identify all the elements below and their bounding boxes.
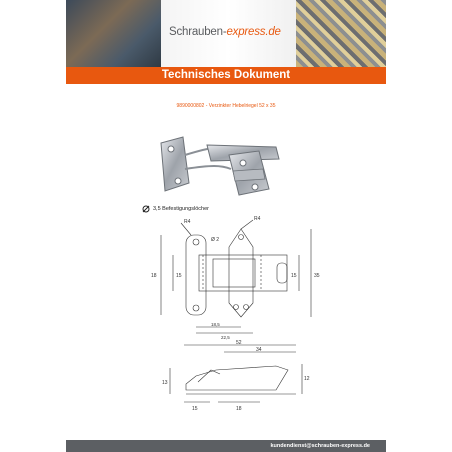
dim-w18: 18 [236,406,242,412]
dim-h13: 13 [162,380,168,386]
dim-w18-5: 18,5 [211,322,220,327]
diameter-icon [142,205,150,213]
dim-h12: 12 [304,376,310,382]
header-photo-tools [66,0,161,67]
header-banner [66,0,386,67]
document-page [66,0,386,452]
dim-h15: 15 [176,273,182,279]
header-photo-screws [296,0,386,67]
dim-h18: 18 [151,273,157,279]
hole-legend [142,205,209,213]
brand-name-part1: Schrauben- [169,26,227,38]
dim-d2: Ø 2 [211,237,220,243]
brand-logo-box [161,0,296,67]
brand-logo[interactable] [169,26,281,38]
hole-legend-label: 3,5 Befestigungslöcher [153,206,209,212]
footer-bar [66,440,386,452]
dim-r4-right: R4 [254,216,261,222]
dim-w34: 34 [256,347,262,353]
product-photo [151,125,301,200]
dim-w22-5: 22,5 [221,335,230,340]
dim-r4-left: R4 [184,219,191,225]
footer-email-link[interactable]: kundendienst@schrauben-express.de [270,443,370,449]
dim-w52: 52 [236,340,242,346]
dim-h35: 35 [314,273,320,279]
technical-drawing-top-view [141,215,341,340]
document-title: Technisches Dokument [66,67,386,84]
dim-w15: 15 [192,406,198,412]
document-subtitle: 9890000802 - Verzinkter Hebelriegel 52 x 35 [176,103,276,109]
technical-drawing-side-view [156,340,316,415]
dim-h15b: 15 [291,273,297,279]
brand-name-part2: express.de [226,26,281,38]
